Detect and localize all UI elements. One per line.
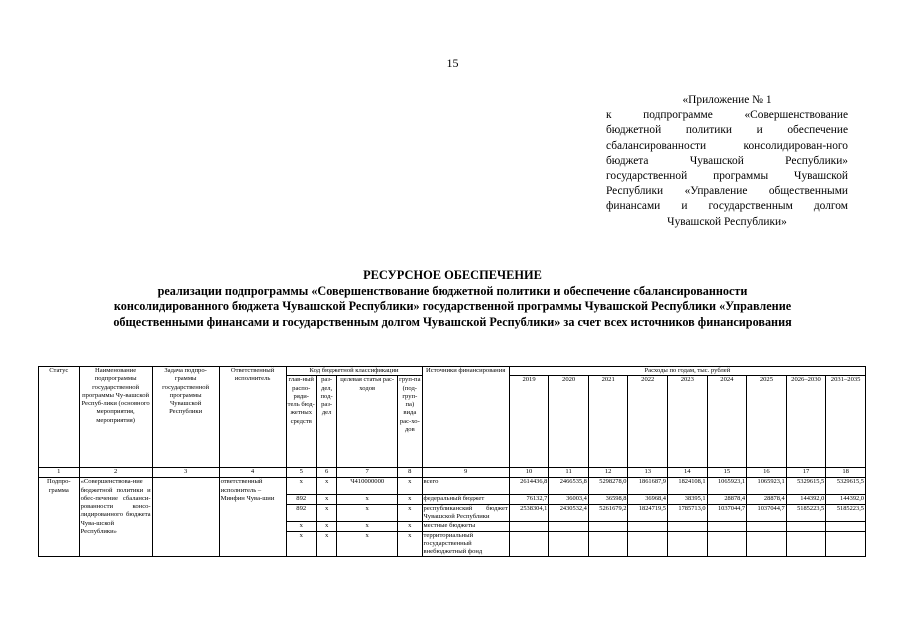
value-cell [826,531,866,557]
value-cell: 2614436,8 [509,478,549,495]
column-number: 1 [39,468,80,478]
source-cell: всего [422,478,509,495]
header-name: Наименование подпрограммы государственной программы Чу-вашской Респуб-лики (основного мероприятия, мероприятия) [79,367,152,468]
value-cell: 5261679,2 [588,504,628,522]
value-cell: 28878,4 [747,495,787,504]
source-cell: местные бюджеты [422,522,509,531]
column-number: 14 [668,468,708,478]
appendix-text: к подпрограмме «Совершенствование бюджетной политики и обеспечение сбалансированности консолидирован-ного бюджета Чувашской Республики» государственной программы Чувашской Республики «Управление общественными финансами и государственным долгом Чувашской Республики» [606,109,848,228]
group-cell: х [398,522,422,531]
value-cell [549,531,589,557]
value-cell [786,531,826,557]
group-cell: х [398,495,422,504]
value-cell: 28878,4 [707,495,747,504]
article-cell: х [337,504,398,522]
column-number: 2 [79,468,152,478]
value-cell [588,522,628,531]
value-cell: 1785713,0 [668,504,708,522]
column-number: 9 [422,468,509,478]
column-number: 16 [747,468,787,478]
section-cell: х [316,522,336,531]
column-number: 17 [786,468,826,478]
value-cell: 36003,4 [549,495,589,504]
source-cell: республиканский бюджет Чувашской Республики [423,504,508,520]
value-cell: 144392,0 [826,495,866,504]
value-cell: 2538304,1 [509,504,549,522]
header-year: 2026–2030 [786,376,826,468]
value-cell: 1065923,1 [707,478,747,495]
value-cell: 76132,7 [509,495,549,504]
value-cell: 1861687,9 [628,478,668,495]
header-budget-code: Код бюджетной классификации [286,367,422,376]
header-year: 2025 [747,376,787,468]
value-cell [747,531,787,557]
heading-line-4: общественными финансами и государственным долгом Чувашской Республики» за счет всех источников финансирования [113,314,792,329]
value-cell: 5329615,5 [786,478,826,495]
section-cell: х [316,495,336,504]
executor-cell [219,504,286,522]
section-cell: х [316,531,336,557]
section-cell: х [316,504,336,522]
value-cell: 1037044,7 [707,504,747,522]
task-cell [152,478,219,557]
grbs-cell: х [286,522,316,531]
heading-line-3: консолидированного бюджета Чувашской Республики» государственной программы Чувашской Республики «Управление [113,299,792,314]
header-code-group: груп-па (под-груп-па) вида рас-хо-дов [398,376,422,468]
executor-cell [219,531,286,557]
column-number: 6 [316,468,336,478]
value-cell: 5185223,5 [826,504,866,522]
column-number-row [39,468,866,478]
value-cell: 2430532,4 [549,504,589,522]
value-cell: 5185223,5 [786,504,826,522]
executor-cell: ответственный исполнитель – [219,478,286,495]
grbs-cell: х [286,531,316,557]
header-year: 2022 [628,376,668,468]
column-number: 8 [398,468,422,478]
page-number: 15 [446,56,459,70]
value-cell: 5329615,5 [826,478,866,495]
appendix-title: «Приложение № 1 [682,94,772,106]
value-cell: 144392,0 [786,495,826,504]
value-cell: 36968,4 [628,495,668,504]
value-cell [668,522,708,531]
grbs-cell: 892 [286,495,316,504]
value-cell [628,522,668,531]
subprogram-name-cell: «Совершенствова-ние бюджетной политики и обес-печение сбаланси-рованности консо-лидированного бюджета Чува-шской Республики» [79,478,152,557]
status-cell: Подпро-грамма [39,478,80,557]
grbs-cell: 892 [286,504,316,522]
column-number: 7 [337,468,398,478]
article-cell: х [337,522,398,531]
value-cell: 36598,8 [588,495,628,504]
header-year: 2020 [549,376,589,468]
source-cell: территориальный государственный внебюджетный фонд [422,531,509,557]
column-number: 11 [549,468,589,478]
article-cell: х [337,495,398,504]
column-number: 5 [286,468,316,478]
column-number: 15 [707,468,747,478]
value-cell: 38395,1 [668,495,708,504]
value-cell: 2466535,8 [549,478,589,495]
header-row-1 [39,367,866,376]
value-cell: 1824108,1 [668,478,708,495]
heading-line-2: реализации подпрограммы «Совершенствование бюджетной политики и обеспечение сбалансированности [157,283,748,298]
value-cell: 5298278,0 [588,478,628,495]
header-code-article: целевая статья рас-ходов [337,376,398,468]
header-year: 2024 [707,376,747,468]
header-code-grbs: глав-ный распо-ряди-тель бюд-жетных средств [286,376,316,468]
grbs-cell: х [286,478,316,495]
value-cell [588,531,628,557]
column-number: 4 [219,468,286,478]
column-number: 3 [152,468,219,478]
heading-title: РЕСУРСНОЕ ОБЕСПЕЧЕНИЕ [363,268,542,282]
header-sources: Источники финансирования [422,367,509,468]
executor-cell [219,522,286,531]
value-cell [786,522,826,531]
executor-cell: Минфин Чува-шии [219,495,286,504]
header-year: 2031–2035 [826,376,866,468]
header-expenses: Расходы по годам, тыс. рублей [509,367,865,376]
header-task: Задача подпро-граммы государственной программы Чувашской Республики [152,367,219,468]
group-cell: х [398,478,422,495]
value-cell [668,531,708,557]
article-cell: Ч410000000 [337,478,398,495]
header-year: 2019 [509,376,549,468]
source-cell: федеральный бюджет [422,495,509,504]
value-cell [509,531,549,557]
column-number: 18 [826,468,866,478]
value-cell: 1824719,5 [628,504,668,522]
column-number: 10 [509,468,549,478]
header-code-section: раз-дел, под-раз-дел [316,376,336,468]
resource-table [38,366,866,557]
value-cell [707,522,747,531]
column-number: 13 [628,468,668,478]
header-executor: Ответственный исполнитель [219,367,286,468]
document-heading [0,268,905,330]
value-cell [549,522,589,531]
value-cell [747,522,787,531]
group-cell: х [398,531,422,557]
value-cell [826,522,866,531]
group-cell: х [398,504,422,522]
value-cell [509,522,549,531]
header-year: 2021 [588,376,628,468]
value-cell [707,531,747,557]
value-cell: 1037044,7 [747,504,787,522]
article-cell: х [337,531,398,557]
header-status: Статус [39,367,80,468]
section-cell: х [316,478,336,495]
value-cell: 1065923,1 [747,478,787,495]
appendix-block [606,93,848,230]
column-number: 12 [588,468,628,478]
table-row [39,478,866,495]
header-year: 2023 [668,376,708,468]
value-cell [628,531,668,557]
